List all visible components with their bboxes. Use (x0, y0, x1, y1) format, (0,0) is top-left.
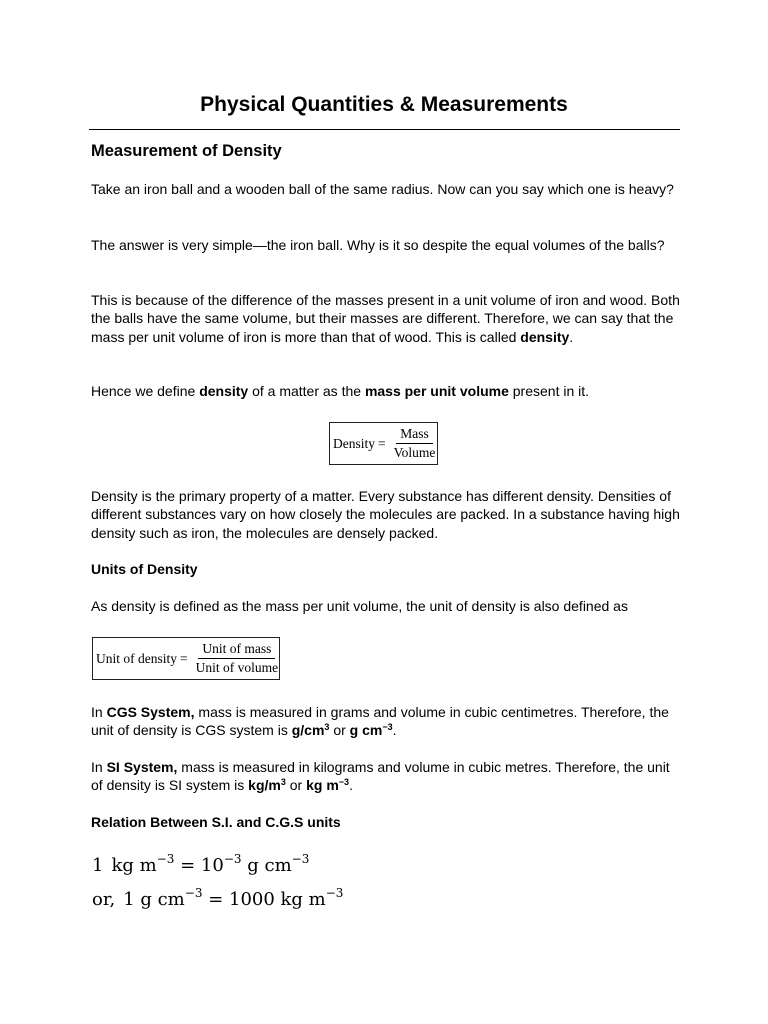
paragraph-2: The answer is very simple—the iron ball. Why is it so despite the equal volumes of the balls? (91, 237, 665, 253)
si-unit-2 (306, 777, 349, 793)
cgs-b: mass is measured in grams and volume in cubic centimetres. Therefore, the unit of density is CGS system is (91, 704, 669, 739)
relation-equation-1 (92, 852, 309, 876)
paragraph-3-text: This is because of the difference of the masses present in a unit volume of iron and wood. Both the balls have the same volume, but their masses are different. Therefore, we can say that the mass per unit volume of iron is more than that of wood. This is called (91, 292, 680, 345)
cgs-unit-2 (350, 722, 393, 738)
paragraph-5: Density is the primary property of a matter. Every substance has different density. Densities of different substances vary on how closely the molecules are packed. In a substance having high density such as iron, the molecules are densely packed. (91, 488, 680, 541)
eq1-equals-ten: = 10 (174, 855, 224, 876)
unit-formula-lhs: Unit of density (96, 650, 177, 666)
unit-formula-numerator: Unit of mass (198, 641, 275, 659)
si-b: mass is measured in kilograms and volume in cubic metres. Therefore, the unit of density is SI system is (91, 759, 670, 794)
density-formula-denominator: Volume (393, 445, 436, 460)
units-heading: Units of Density (91, 561, 198, 577)
si-unit-2-exponent: −3 (338, 777, 350, 788)
eq1-one: 1 (92, 855, 104, 876)
si-or: or (285, 777, 307, 794)
paragraph-4-e: present in it. (508, 383, 590, 399)
density-formula-equals: = (378, 435, 386, 451)
cgs-unit-1-base: g/cm (291, 722, 325, 739)
relation-equation-2 (92, 886, 343, 910)
cgs-end: . (392, 722, 397, 739)
density-formula-lhs: Density (333, 435, 375, 451)
cgs-or: or (329, 722, 350, 739)
paragraph-4-c: of a matter as the (248, 383, 365, 399)
unit-formula-denominator: Unit of volume (195, 660, 279, 675)
unit-formula-equals: = (180, 650, 188, 666)
paragraph-6: As density is defined as the mass per unit volume, the unit of density is also defined as (91, 598, 628, 614)
eq2-one-g-cm: 1 g cm (123, 889, 185, 910)
unit-of-density-formula (92, 637, 280, 680)
si-unit-1-base: kg/m (248, 777, 281, 794)
si-paragraph (91, 758, 681, 795)
relation-heading: Relation Between S.I. and C.G.S units (91, 814, 341, 830)
si-unit-1 (248, 777, 286, 793)
paragraph-3-bold-density: density (520, 328, 570, 345)
cgs-unit-1-exponent: 3 (324, 722, 330, 733)
cgs-paragraph (91, 703, 681, 740)
paragraph-4 (91, 382, 681, 400)
cgs-a: In (91, 704, 107, 720)
eq1-exponent-2: −3 (223, 852, 242, 866)
density-formula-numerator: Mass (396, 426, 433, 444)
eq1-exponent-3: −3 (291, 852, 310, 866)
cgs-unit-2-base: g cm (349, 722, 383, 739)
si-a: In (91, 759, 107, 775)
paragraph-4-density: density (199, 383, 249, 399)
paragraph-4-a: Hence we define (91, 383, 200, 399)
eq1-exponent-1: −3 (156, 852, 175, 866)
eq2-exponent-2: −3 (325, 886, 344, 900)
section-heading: Measurement of Density (91, 142, 282, 160)
paragraph-1: Take an iron ball and a wooden ball of the same radius. Now can you say which one is heavy? (91, 181, 674, 197)
eq1-g-cm: g cm (241, 855, 292, 876)
cgs-unit-2-exponent: −3 (382, 722, 393, 733)
page-title: Physical Quantities & Measurements (200, 93, 568, 116)
eq2-or: or, (92, 889, 116, 910)
si-unit-2-base: kg m (306, 777, 339, 794)
cgs-unit-1 (292, 722, 330, 738)
si-system-label: SI System, (106, 759, 178, 775)
si-unit-1-exponent: 3 (280, 777, 286, 788)
density-formula (329, 422, 438, 465)
si-end: . (349, 777, 353, 794)
paragraph-3-end: . (569, 328, 574, 345)
title-divider (89, 129, 680, 130)
paragraph-4-mass-per-unit-volume: mass per unit volume (364, 383, 509, 399)
density-formula-fraction (390, 426, 440, 461)
cgs-system-label: CGS System, (106, 704, 195, 720)
paragraph-3 (91, 291, 681, 346)
unit-formula-fraction (192, 641, 283, 676)
eq2-exponent-1: −3 (184, 886, 203, 900)
eq1-kg-m: kg m (111, 855, 157, 876)
eq2-equals-1000-kg-m: = 1000 kg m (202, 889, 326, 910)
